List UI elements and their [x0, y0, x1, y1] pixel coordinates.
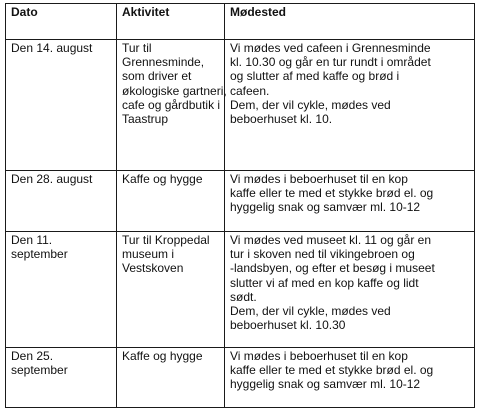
- activity-cell: [117, 232, 225, 348]
- meeting-place-cell: [225, 171, 475, 232]
- activity-cell: [117, 40, 225, 171]
- activity-line: museum i: [122, 247, 175, 262]
- activity-cell: [117, 348, 225, 408]
- meeting-place-line: hyggelig snak og samvær ml. 10-12: [230, 377, 421, 392]
- meeting-place-line: -landsbyen, og efter et besøg i museet: [230, 261, 435, 276]
- activity-line: Taastrup: [122, 112, 169, 127]
- meeting-place-line: Vi mødes i beboerhuset til en kop: [230, 349, 408, 363]
- activity-line: Tur til: [122, 41, 152, 55]
- meeting-place-line: Dem, der vil cykle, mødes ved: [230, 304, 391, 319]
- activity-line: Kaffe og hygge: [122, 349, 203, 363]
- meeting-place-cell: [225, 232, 475, 348]
- activity-cell: [117, 171, 225, 232]
- date-cell: Den 14. august: [6, 40, 117, 171]
- meeting-place-line: kaffe eller te med et stykke brød el. og: [230, 186, 434, 201]
- table-row: [6, 40, 475, 171]
- date-cell: Den 28. august: [6, 171, 117, 232]
- meeting-place-line: sødt.: [230, 289, 257, 304]
- meeting-place-line: og slutter af med kaffe og brød i: [230, 69, 400, 84]
- meeting-place-line: Vi mødes ved museet kl. 11 og går en: [230, 233, 431, 247]
- activity-line: Tur til Kroppedal: [122, 233, 210, 247]
- meeting-place-line: hyggelig snak og samvær ml. 10-12: [230, 200, 421, 215]
- table-row: [6, 171, 475, 232]
- table-row: [6, 232, 475, 348]
- activity-line: Vestskoven: [122, 261, 184, 276]
- meeting-place-line: cafeen.: [230, 83, 270, 98]
- meeting-place-line: Vi mødes i beboerhuset til en kop: [230, 172, 408, 186]
- header-activity: Aktivitet: [117, 4, 225, 40]
- meeting-place-line: slutter vi af med en kop kaffe og lidt: [230, 275, 419, 290]
- header-meeting-place: Mødested: [225, 4, 475, 40]
- activity-line: Grennesminde,: [122, 55, 205, 70]
- meeting-place-line: Vi mødes ved cafeen i Grennesminde: [230, 41, 431, 55]
- meeting-place-cell: [225, 40, 475, 171]
- meeting-place-cell: [225, 348, 475, 408]
- table-row: [6, 348, 475, 408]
- activity-line: økologiske gartneri,: [122, 83, 227, 98]
- date-cell: Den 11. september: [6, 232, 117, 348]
- schedule-table: [5, 3, 475, 408]
- activity-line: som driver et: [122, 69, 192, 84]
- meeting-place-line: beboerhuset kl. 10.30: [230, 318, 346, 333]
- meeting-place-line: tur i skoven ned til vikingebroen og: [230, 247, 415, 262]
- meeting-place-line: kl. 10.30 og går en tur rundt i området: [230, 55, 431, 70]
- header-row: [6, 4, 475, 40]
- meeting-place-line: Dem, der vil cykle, mødes ved: [230, 97, 391, 112]
- date-cell: Den 25. september: [6, 348, 117, 408]
- meeting-place-line: kaffe eller te med et stykke brød el. og: [230, 363, 434, 378]
- activity-line: Kaffe og hygge: [122, 172, 203, 186]
- meeting-place-line: beboerhuset kl. 10.: [230, 112, 333, 127]
- activity-line: cafe og gårdbutik i: [122, 97, 221, 112]
- header-date: Dato: [6, 4, 117, 40]
